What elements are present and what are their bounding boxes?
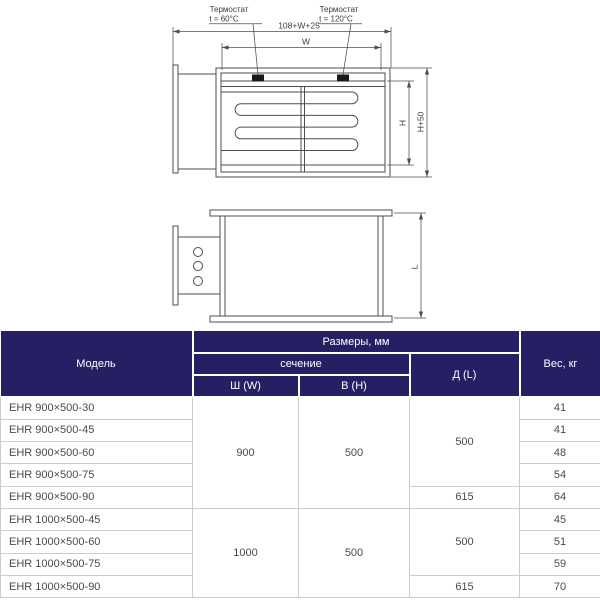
model-cell: EHR 900×500-60 [1, 442, 193, 464]
model-cell: EHR 1000×500-90 [1, 575, 193, 597]
model-cell: EHR 1000×500-75 [1, 553, 193, 575]
side-body [220, 216, 383, 316]
col-header-model: Модель [1, 331, 193, 397]
length-cell-group1-alt: 615 [410, 486, 520, 508]
thermostat2-marker-icon [337, 75, 349, 82]
model-cell: EHR 900×500-90 [1, 486, 193, 508]
side-flange-bottom [210, 316, 392, 322]
table-row [1, 508, 600, 530]
weight-cell: 41 [520, 397, 600, 419]
weight-cell: 54 [520, 464, 600, 486]
front-view [173, 65, 390, 177]
spec-table [0, 331, 600, 598]
thermostat2-value: t = 120°C [319, 14, 353, 24]
weight-cell: 45 [520, 508, 600, 530]
spec-table-header [1, 331, 600, 397]
cable-gland-icon [194, 262, 203, 271]
length-cell-group1: 500 [410, 397, 520, 486]
dim-height-plus-label: H+50 [415, 111, 426, 133]
thermostat2-label: Термостат [319, 5, 359, 14]
dim-length-label: L [409, 264, 420, 270]
height-cell-group1: 500 [299, 397, 410, 508]
col-header-dimensions: Размеры, мм [193, 331, 520, 353]
height-cell-group2: 500 [299, 508, 410, 597]
model-cell: EHR 900×500-75 [1, 464, 193, 486]
thermostat1-marker-icon [252, 75, 264, 82]
col-header-h: В (H) [299, 375, 410, 397]
col-header-weight: Вес, кг [520, 331, 600, 397]
front-view-dimensions [173, 27, 432, 177]
dim-height-label: H [397, 119, 408, 127]
front-flange-plate [173, 65, 178, 173]
cable-gland-icon [194, 277, 203, 286]
front-casing-inner [221, 73, 385, 172]
side-flange-top [210, 210, 392, 216]
length-cell-group2-alt: 615 [410, 575, 520, 597]
spec-table-section [0, 331, 600, 600]
cable-gland-icon [194, 248, 203, 257]
model-cell: EHR 900×500-30 [1, 397, 193, 419]
weight-cell: 48 [520, 442, 600, 464]
dim-width-label: W [301, 36, 311, 47]
width-cell-group1: 900 [193, 397, 299, 508]
col-header-section: сечение [193, 353, 410, 375]
heating-element-coil [221, 92, 358, 151]
model-cell: EHR 1000×500-45 [1, 508, 193, 530]
model-cell: EHR 900×500-45 [1, 419, 193, 441]
side-flange-plate [173, 226, 178, 305]
weight-cell: 70 [520, 575, 600, 597]
front-casing-outer [216, 68, 390, 177]
weight-cell: 59 [520, 553, 600, 575]
thermostat1-label: Термостат [209, 5, 249, 14]
model-cell: EHR 1000×500-60 [1, 531, 193, 553]
weight-cell: 41 [520, 419, 600, 441]
col-header-w: Ш (W) [193, 375, 299, 397]
width-cell-group2: 1000 [193, 508, 299, 597]
weight-cell: 64 [520, 486, 600, 508]
thermostat1-value: t = 60°C [209, 14, 239, 24]
col-header-length: Д (L) [410, 353, 520, 397]
dim-total-width-label: 108+W+25 [278, 20, 320, 31]
weight-cell: 51 [520, 531, 600, 553]
table-row [1, 397, 600, 419]
length-cell-group2: 500 [410, 508, 520, 575]
side-view [173, 210, 392, 322]
